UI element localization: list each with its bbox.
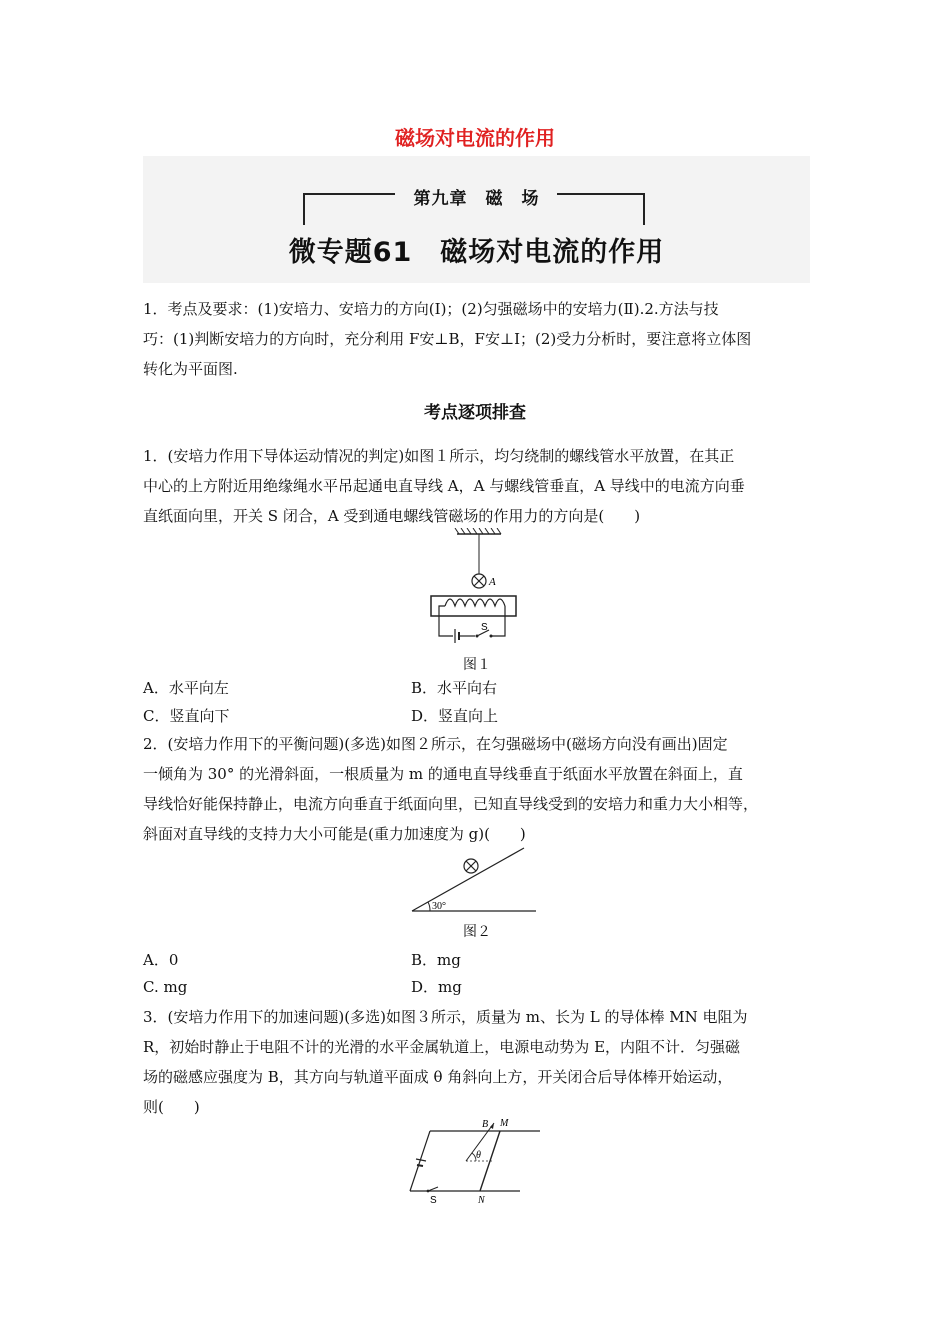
chapter-banner: [143, 156, 810, 283]
wire-current-into-page-icon: [464, 859, 478, 873]
q1-line-1: 1．(安培力作用下导体运动情况的判定)如图１所示，均匀绕制的螺线管水平放置，在其正: [143, 447, 735, 465]
figure-1-caption: 图１: [463, 657, 491, 673]
document-title: 磁场对电流的作用: [395, 126, 555, 150]
question-3-text: [143, 1002, 811, 1122]
intro-line-1: 1．考点及要求：(1)安培力、安培力的方向(Ⅰ)；(2)匀强磁场中的安培力(Ⅱ).2.方法与技: [143, 300, 719, 318]
fig3-label-m: M: [500, 1118, 509, 1129]
fig3-label-theta: θ: [476, 1150, 481, 1161]
figure-2-caption: 图２: [463, 924, 491, 940]
q3-line-2: R，初始时静止于电阻不计的光滑的水平金属轨道上，电源电动势为 E，内阻不计．匀强磁: [143, 1038, 741, 1056]
q2-line-1: 2．(安培力作用下的平衡问题)(多选)如图２所示，在匀强磁场中(磁场方向没有画出)固定: [143, 735, 728, 753]
fig3-label-b: B: [482, 1119, 489, 1130]
q3-line-3: 场的磁感应强度为 B，其方向与轨道平面成 θ 角斜向上方，开关闭合后导体棒开始运动，: [143, 1068, 733, 1086]
question-2-text: [143, 729, 811, 849]
q3-line-1: 3．(安培力作用下的加速问题)(多选)如图３所示，质量为 m、长为 L 的导体棒 MN 电阻为: [143, 1008, 748, 1026]
figure-1-solenoid: [425, 528, 530, 648]
fig1-label-s: S: [481, 622, 488, 633]
fig3-label-s: S: [430, 1195, 437, 1205]
q1-option-d[interactable]: D．竖直向上: [411, 707, 499, 725]
fig2-angle-label: 30°: [432, 901, 446, 912]
q1-option-a[interactable]: A．水平向左: [143, 679, 229, 697]
intro-text: [143, 294, 811, 384]
figure-2-incline: [408, 843, 540, 917]
q2-option-d[interactable]: D．mg: [411, 978, 462, 996]
q2-line-4: 斜面对直导线的支持力大小可能是(重力加速度为 g)( ): [143, 825, 526, 843]
figure-3-rails: [406, 1113, 546, 1205]
q1-option-b[interactable]: B．水平向右: [411, 679, 498, 697]
q2-line-2: 一倾角为 30° 的光滑斜面，一根质量为 m 的通电直导线垂直于纸面水平放置在斜面上，直: [143, 765, 743, 783]
section-heading: 考点逐项排查: [424, 403, 526, 423]
current-into-page-icon: [472, 574, 486, 588]
q2-option-c[interactable]: C. mg: [143, 978, 188, 996]
question-1-text: [143, 441, 811, 531]
q2-option-a[interactable]: A．0: [143, 951, 179, 969]
intro-line-2: 巧：(1)判断安培力的方向时，充分利用 F安⊥B，F安⊥I；(2)受力分析时，要注意将立体图: [143, 330, 752, 348]
q1-option-c[interactable]: C．竖直向下: [143, 707, 230, 725]
q2-option-b[interactable]: B．mg: [411, 951, 461, 969]
intro-line-3: 转化为平面图.: [143, 360, 238, 378]
q1-line-3: 直纸面向里，开关 S 闭合，A 受到通电螺线管磁场的作用力的方向是( ): [143, 507, 641, 525]
fig1-label-a: A: [489, 576, 496, 588]
topic-heading: 微专题61 磁场对电流的作用: [288, 237, 665, 268]
q3-line-4: 则( ): [143, 1098, 200, 1116]
fig3-label-n: N: [478, 1195, 485, 1205]
q1-line-2: 中心的上方附近用绝缘绳水平吊起通电直导线 A，A 与螺线管垂直，A 导线中的电流方向垂: [143, 477, 745, 495]
q2-line-3: 导线恰好能保持静止，电流方向垂直于纸面向里，已知直导线受到的安培力和重力大小相等，: [143, 795, 759, 813]
chapter-heading: 第九章 磁 场: [413, 189, 540, 209]
